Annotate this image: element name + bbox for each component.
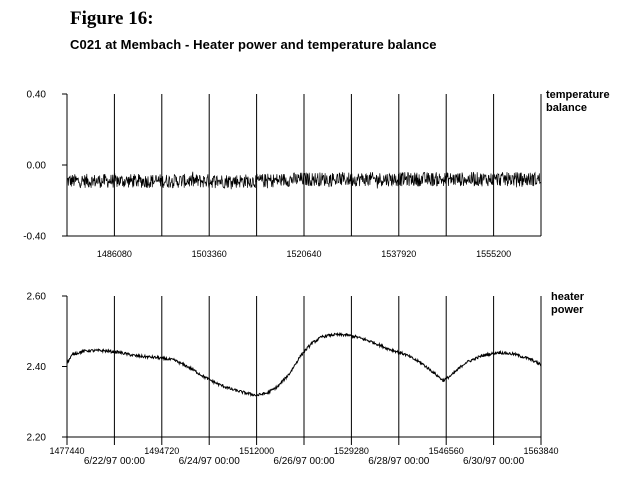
y-tick-label: 2.60 <box>26 291 46 303</box>
x-tick-label-seconds: 1563840 <box>523 446 559 456</box>
x-tick-label-seconds: 1529280 <box>333 446 369 456</box>
x-tick-label-seconds: 1512000 <box>239 446 275 456</box>
temperature-balance-chart <box>23 89 609 259</box>
x-tick-label: 1486080 <box>96 249 132 259</box>
x-tick-label-date: 6/22/97 00:00 <box>83 456 145 467</box>
y-tick-label: 0.00 <box>26 160 46 172</box>
x-tick-label-date: 6/28/97 00:00 <box>368 456 430 467</box>
figure-label: Figure 16: <box>70 8 154 29</box>
x-tick-label: 1503360 <box>191 249 227 259</box>
figure-title: C021 at Membach - Heater power and temperature balance <box>70 37 437 52</box>
y-tick-label: 2.20 <box>26 432 46 444</box>
x-tick-label-seconds: 1546560 <box>428 446 464 456</box>
x-tick-label-date: 6/26/97 00:00 <box>273 456 335 467</box>
series-label-balance: balance <box>546 102 587 114</box>
x-tick-label-seconds: 1477440 <box>49 446 85 456</box>
series-label-temperature: temperature <box>546 89 610 101</box>
y-tick-label: -0.40 <box>23 231 46 243</box>
series-label-power: power <box>551 304 584 316</box>
x-tick-label: 1555200 <box>476 249 512 259</box>
x-tick-label-seconds: 1494720 <box>144 446 180 456</box>
x-tick-label: 1537920 <box>381 249 417 259</box>
series-label-heater: heater <box>551 291 585 303</box>
x-tick-label-date: 6/24/97 00:00 <box>178 456 240 467</box>
x-tick-label: 1520640 <box>286 249 322 259</box>
x-tick-label-date: 6/30/97 00:00 <box>463 456 525 467</box>
y-tick-label: 2.40 <box>26 362 46 373</box>
y-tick-label: 0.40 <box>26 89 46 101</box>
heater-power-chart <box>27 291 585 467</box>
